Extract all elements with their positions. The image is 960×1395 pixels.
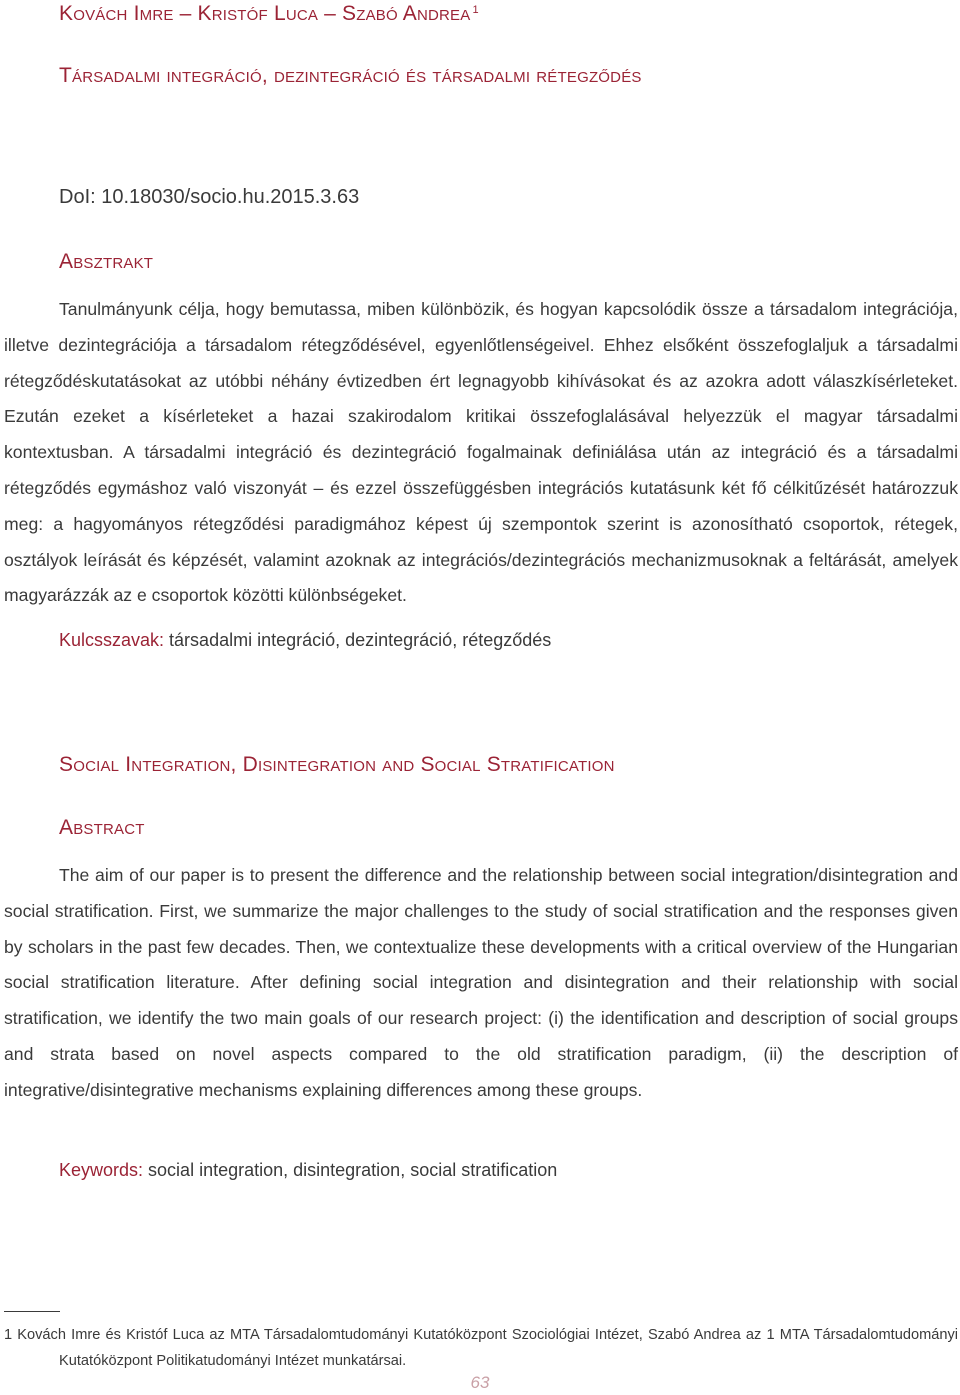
abstract-body-english: The aim of our paper is to present the difference and the relationship between social integration/disintegration and social stratification. First, we summarize the major challenges to the study of social stratification and the responses given by scholars in the past few decades. Then, we contextualize these developments with a critical overview of the Hungarian social stratification literature. After defining social integration and disintegration and their relationship with social stratification, we identify the two main goals of our research project: (i) the identification and description of social groups and strata based on novel aspects compared to the old stratification paradigm, (ii) the description of integrative/disintegrative mechanisms explaining differences among these groups. xyxy=(4,865,958,1100)
keywords-hungarian xyxy=(59,630,551,651)
abstract-heading-hungarian: Absztrakt xyxy=(59,250,154,273)
keywords-list-hungarian: társadalmi integráció, dezintegráció, rétegződés xyxy=(164,630,552,650)
keywords-list-english: social integration, disintegration, social stratification xyxy=(143,1160,558,1180)
article-title-hungarian: Társadalmi integráció, dezintegráció és társadalmi rétegződés xyxy=(59,64,642,87)
keywords-english xyxy=(59,1160,557,1181)
abstract-heading-english: Abstract xyxy=(59,816,145,839)
authors-text: Kovách Imre – Kristóf Luca – Szabó Andrea xyxy=(59,2,471,25)
footnote-text: 1 Kovách Imre és Kristóf Luca az MTA Társadalomtudományi Kutatóközpont Szociológiai Intézet, Szabó Andrea az 1 MTA Társadalomtudományi Kutatóközpont Politikatudományi Intézet munkatársai. xyxy=(4,1327,958,1369)
keywords-label-hungarian: Kulcsszavak: xyxy=(59,630,165,650)
footnote-divider xyxy=(4,1311,60,1312)
abstract-body-hungarian: Tanulmányunk célja, hogy bemutassa, miben különbözik, és hogyan kapcsolódik össze a társadalom integrációja, illetve dezintegrációja a társadalom rétegződésével, egyenlőtlenségeivel. Ehhez elsőként összefoglaljuk a társadalmi rétegződéskutatásokat az utóbbi néhány évtizedben ért legnagyobb kihívásokat és az azokra adott válaszkísérleteket. Ezután ezeket a kísérleteket a hazai szakirodalom kritikai összefoglalásával helyezzük el magyar társadalmi kontextusban. A társadalmi integráció és dezintegráció fogalmainak definiálása után az integráció és a társadalmi rétegződés egymáshoz való viszonyát – és ezzel összefüggésben integrációs kutatásunk két fő célkitűzését határozzuk meg: a hagyományos rétegződési paradigmához képest új szempontok szerint is azonosítható csoportok, rétegek, osztályok leírását és képzését, valamint azoknak az integrációs/dezintegrációs mechanizmusoknak a feltárását, amelyek magyarázzák az e csoportok közötti különbségeket. xyxy=(4,299,958,606)
author-line xyxy=(59,2,479,26)
footnote-mark[interactable]: 1 xyxy=(472,4,479,16)
page-number: 63 xyxy=(470,1373,490,1392)
keywords-label-english: Keywords: xyxy=(59,1160,144,1180)
doi-line: DoI: 10.18030/socio.hu.2015.3.63 xyxy=(59,186,360,208)
article-title-english: Social Integration, Disintegration and Social Stratification xyxy=(59,753,615,776)
